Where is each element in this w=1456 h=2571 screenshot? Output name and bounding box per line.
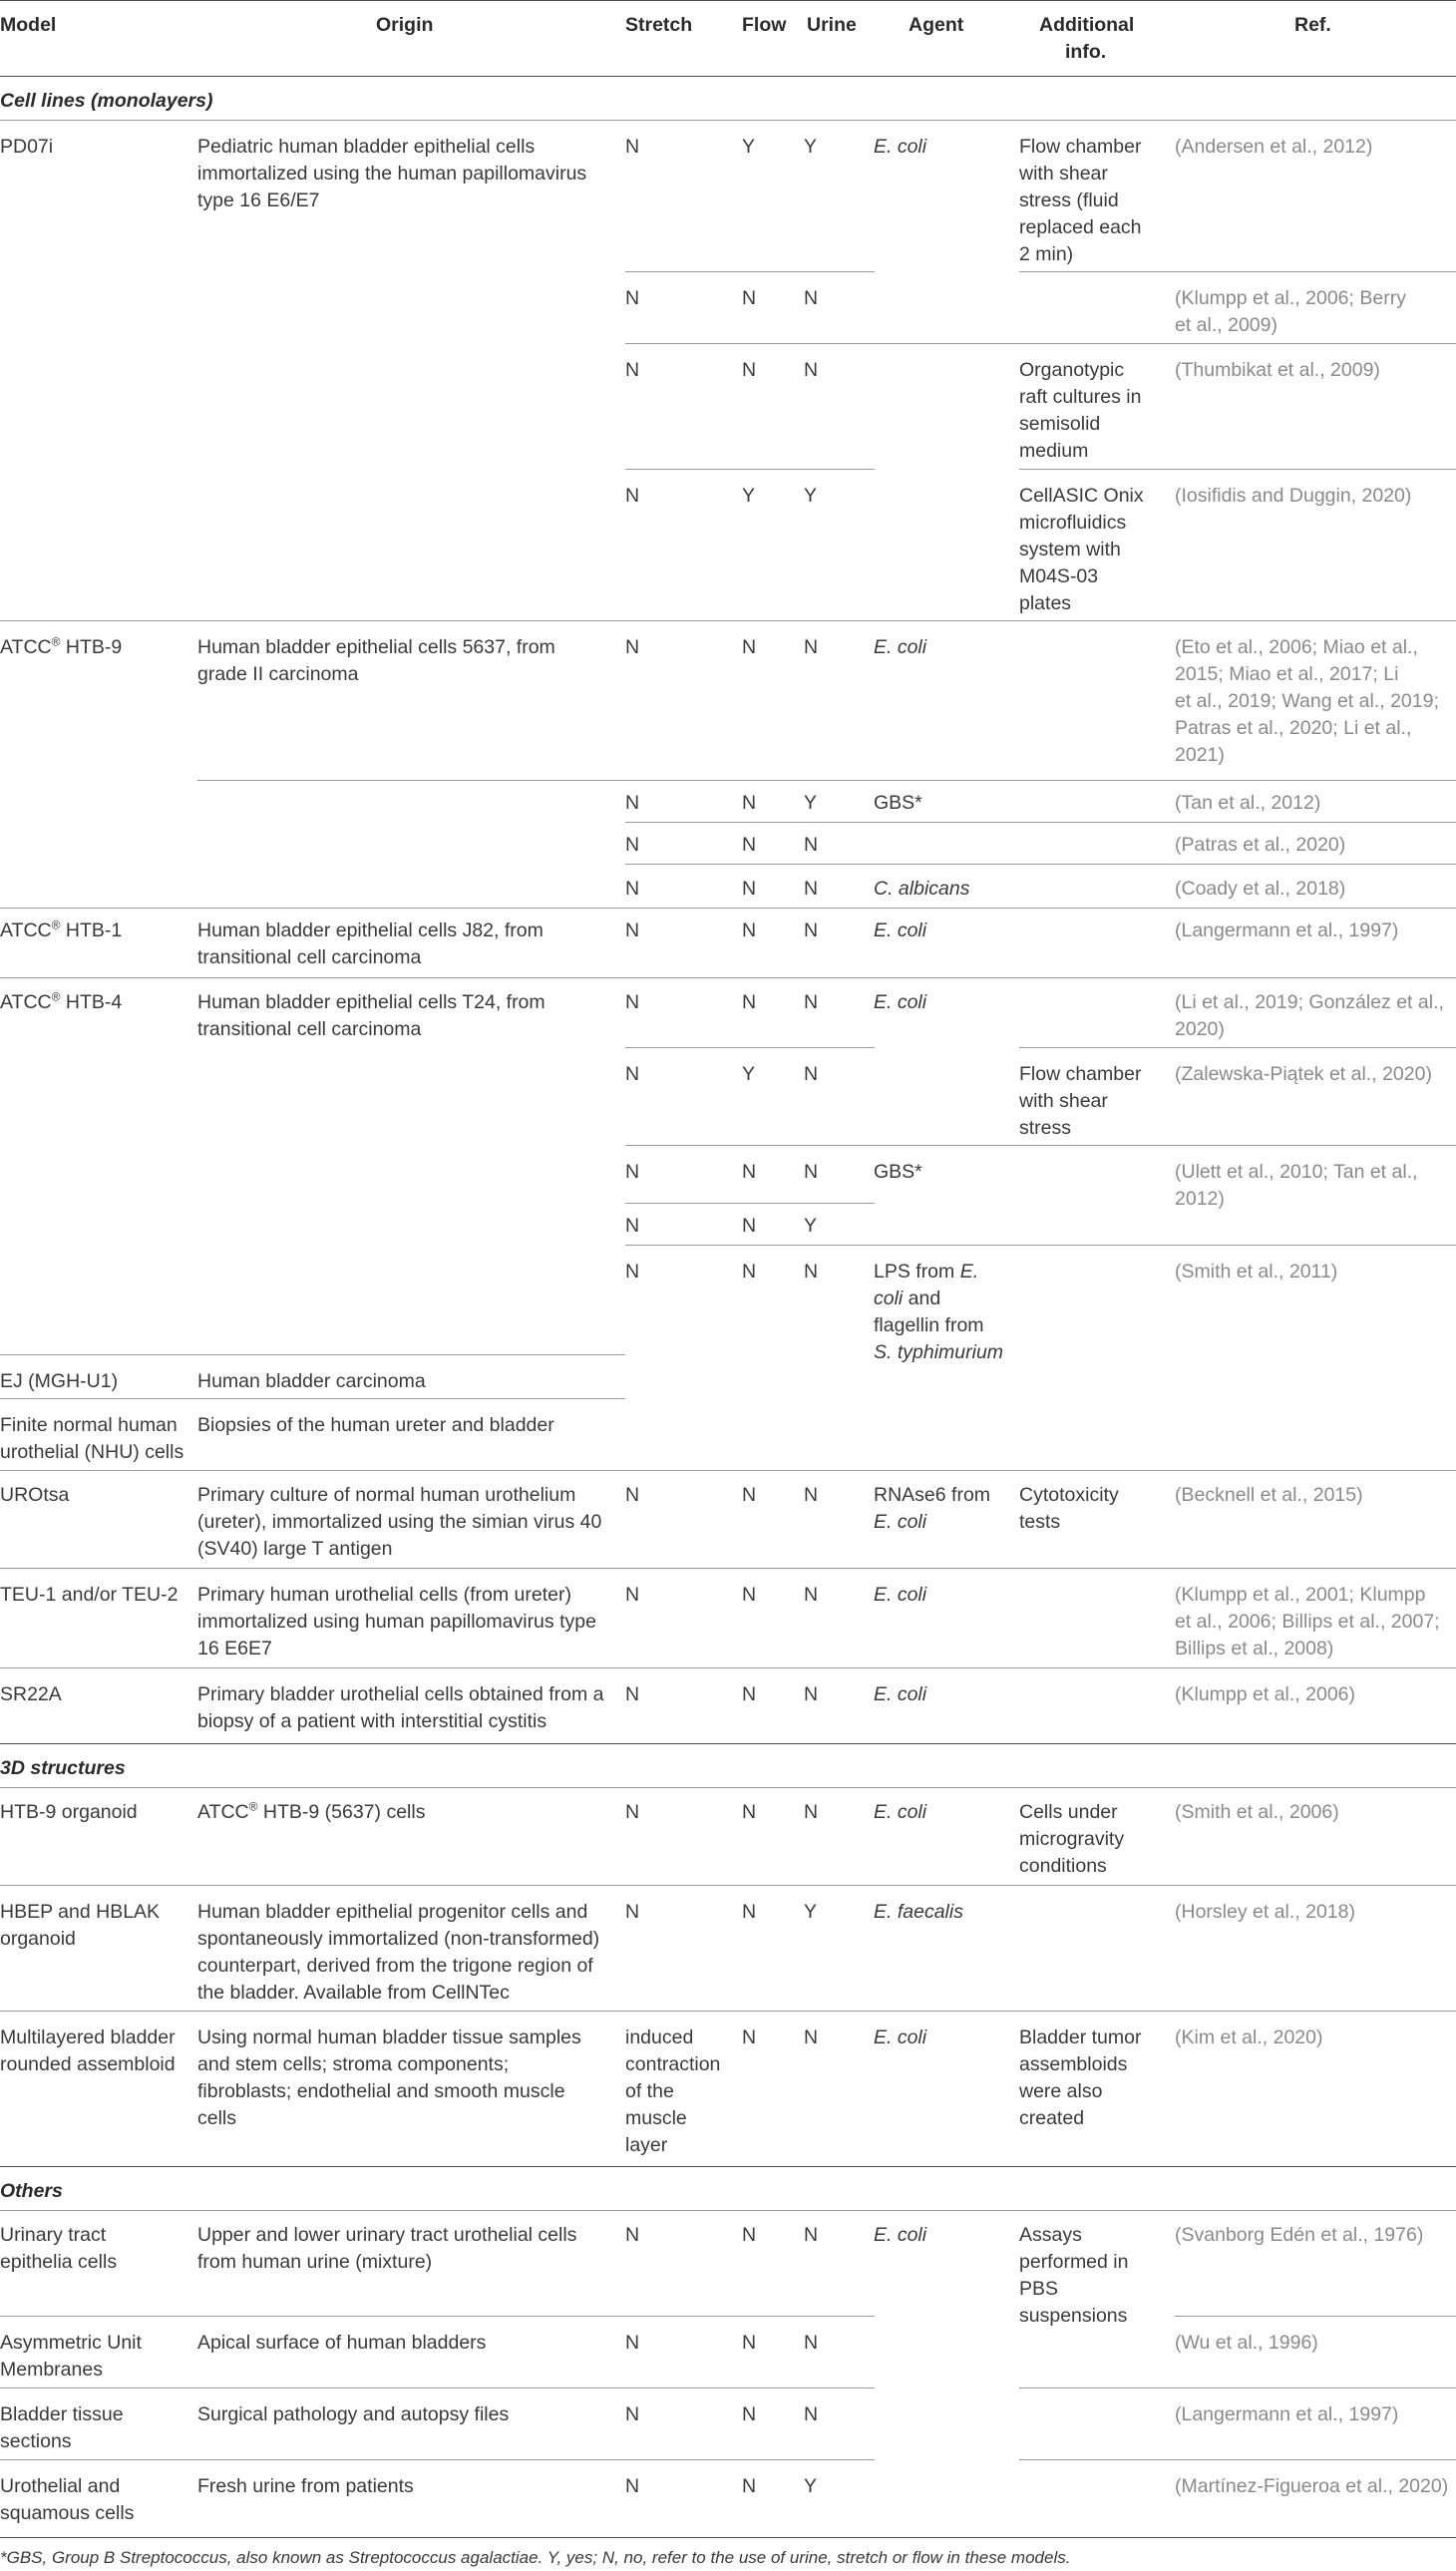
flow-value: N xyxy=(742,1484,757,1506)
row-rule xyxy=(0,2459,875,2460)
info-value: Flow chamber with shear stress xyxy=(1019,1063,1142,1139)
header-additional-line2: info. xyxy=(1065,41,1107,63)
ref-value: (Andersen et al., 2012) xyxy=(1175,136,1373,158)
info-value: Bladder tumor assembloids were also created xyxy=(1019,2026,1142,2129)
flow-value: N xyxy=(742,1161,757,1183)
ref-value: (Svanborg Edén et al., 1976) xyxy=(1175,2224,1424,2246)
origin-htb1: Human bladder epithelial cells J82, from transitional cell carcinoma xyxy=(197,919,544,968)
stretch-value: N xyxy=(625,2475,640,2497)
ref-value: (Klumpp et al., 2006) xyxy=(1175,1683,1356,1705)
stretch-value: N xyxy=(625,1215,640,1237)
stretch-value: N xyxy=(625,287,640,309)
flow-value: N xyxy=(742,1215,757,1237)
flow-value: N xyxy=(742,2026,757,2048)
agent-value: GBS* xyxy=(874,792,922,814)
row-rule xyxy=(0,908,1456,909)
urine-value: Y xyxy=(804,136,818,158)
agent-value: E. coli xyxy=(874,1801,927,1823)
origin-urothelial-squamous: Fresh urine from patients xyxy=(197,2475,414,2497)
ref-value: (Zalewska-Piątek et al., 2020) xyxy=(1175,1063,1432,1085)
ref-value: (Martínez-Figueroa et al., 2020) xyxy=(1175,2475,1449,2497)
header-urine: Urine xyxy=(807,14,857,36)
stretch-value: N xyxy=(625,2332,640,2354)
stretch-value: N xyxy=(625,636,640,658)
model-urotsa: UROtsa xyxy=(0,1484,70,1506)
model-tissue-sections: Bladder tissue sections xyxy=(0,2403,124,2452)
model-aum: Asymmetric Unit Membranes xyxy=(0,2332,142,2381)
ref-value: (Tan et al., 2012) xyxy=(1175,792,1321,814)
flow-value: N xyxy=(742,878,757,900)
row-rule xyxy=(1019,271,1456,272)
ref-value: (Iosifidis and Duggin, 2020) xyxy=(1175,485,1412,507)
header-ref: Ref. xyxy=(1294,14,1331,36)
urine-value: Y xyxy=(804,792,818,814)
agent-value: E. coli xyxy=(874,136,927,158)
ref-value: (Horsley et al., 2018) xyxy=(1175,1901,1355,1923)
origin-pd07i: Pediatric human bladder epithelial cells immortalized using the human papillomavirus type 16 E6/E7 xyxy=(197,136,587,211)
agent-value: RNAse6 from E. coli xyxy=(874,1484,991,1533)
urine-value: N xyxy=(804,1584,819,1606)
ref-value: (Ulett et al., 2010; Tan et al., 2012) xyxy=(1175,1161,1418,1210)
stretch-value: N xyxy=(625,878,640,900)
model-sr22a: SR22A xyxy=(0,1683,62,1705)
flow-value: N xyxy=(742,1683,757,1705)
urine-value: N xyxy=(804,991,819,1013)
section-others: Others xyxy=(0,2180,63,2202)
agent-value: E. coli xyxy=(874,991,927,1013)
origin-ej: Human bladder carcinoma xyxy=(197,1370,426,1392)
ref-value: (Wu et al., 1996) xyxy=(1175,2332,1318,2354)
agent-value: C. albicans xyxy=(874,878,970,900)
ref-value: (Patras et al., 2020) xyxy=(1175,834,1346,856)
bottom-rule xyxy=(0,2537,1456,2538)
header-origin: Origin xyxy=(376,14,434,36)
origin-urinary-tract: Upper and lower urinary tract urothelial cells from human urine (mixture) xyxy=(197,2224,577,2273)
model-hbep: HBEP and HBLAK organoid xyxy=(0,1901,161,1950)
info-value: Flow chamber with shear stress (fluid replaced each 2 min) xyxy=(1019,136,1142,265)
urine-value: Y xyxy=(804,1901,818,1923)
flow-value: Y xyxy=(742,1063,756,1085)
urine-value: N xyxy=(804,878,819,900)
stretch-value: N xyxy=(625,834,640,856)
stretch-value: N xyxy=(625,359,640,381)
urine-value: N xyxy=(804,834,819,856)
urine-value: Y xyxy=(804,485,818,507)
flow-value: N xyxy=(742,834,757,856)
origin-assembloid: Using normal human bladder tissue samples and stem cells; stroma components; fibroblasts; endothelial and smooth muscle cells xyxy=(197,2026,581,2129)
origin-aum: Apical surface of human bladders xyxy=(197,2332,487,2354)
stretch-value: induced contraction of the muscle layer xyxy=(625,2026,721,2156)
stretch-value: N xyxy=(625,792,640,814)
info-value: Assays performed in PBS suspensions xyxy=(1019,2224,1129,2327)
row-rule xyxy=(1019,469,1456,470)
agent-value: E. coli xyxy=(874,2026,927,2048)
origin-teu: Primary human urothelial cells (from ureter) immortalized using human papillomavirus type 16 E6E7 xyxy=(197,1584,596,1659)
stretch-value: N xyxy=(625,485,640,507)
agent-value: LPS from E. coli and flagellin from S. typhimurium xyxy=(874,1261,1004,1363)
model-urothelial-squamous: Urothelial and squamous cells xyxy=(0,2475,135,2524)
model-ej: EJ (MGH-U1) xyxy=(0,1370,119,1392)
flow-value: N xyxy=(742,1261,757,1283)
row-rule xyxy=(0,1398,625,1399)
ref-value: (Kim et al., 2020) xyxy=(1175,2026,1323,2048)
row-rule xyxy=(0,1470,1456,1471)
row-rule xyxy=(0,620,1456,621)
urine-value: N xyxy=(804,2224,819,2246)
urine-value: N xyxy=(804,1484,819,1506)
urine-value: N xyxy=(804,636,819,658)
origin-tissue-sections: Surgical pathology and autopsy files xyxy=(197,2403,510,2425)
header-model: Model xyxy=(0,14,57,36)
ref-value: (Smith et al., 2006) xyxy=(1175,1801,1339,1823)
flow-value: N xyxy=(742,792,757,814)
stretch-value: N xyxy=(625,1161,640,1183)
model-nhu: Finite normal human urothelial (NHU) cells xyxy=(0,1414,184,1463)
row-rule xyxy=(625,343,1456,344)
row-rule xyxy=(1019,1047,1456,1048)
model-htb4: ATCC® HTB-4 xyxy=(0,989,123,1013)
agent-value: E. faecalis xyxy=(874,1901,963,1923)
row-rule xyxy=(625,1203,875,1204)
header-rule xyxy=(0,76,1456,77)
urine-value: N xyxy=(804,287,819,309)
stretch-value: N xyxy=(625,136,640,158)
flow-value: N xyxy=(742,359,757,381)
stretch-value: N xyxy=(625,1261,640,1283)
urine-value: N xyxy=(804,1683,819,1705)
row-rule xyxy=(1019,2459,1456,2460)
stretch-value: N xyxy=(625,1683,640,1705)
urine-value: N xyxy=(804,2403,819,2425)
flow-value: N xyxy=(742,991,757,1013)
urine-value: N xyxy=(804,1261,819,1283)
flow-value: N xyxy=(742,2224,757,2246)
model-pd07i: PD07i xyxy=(0,136,54,158)
row-rule xyxy=(625,864,1456,865)
stretch-value: N xyxy=(625,1901,640,1923)
agent-value: E. coli xyxy=(874,1683,927,1705)
agent-value: E. coli xyxy=(874,636,927,658)
top-rule xyxy=(0,0,1456,1)
flow-value: N xyxy=(742,919,757,941)
origin-htb9: Human bladder epithelial cells 5637, from grade II carcinoma xyxy=(197,636,555,685)
section-rule xyxy=(0,120,1456,121)
model-htb9-organoid: HTB-9 organoid xyxy=(0,1801,138,1823)
model-teu: TEU-1 and/or TEU-2 xyxy=(0,1584,179,1606)
row-rule xyxy=(1175,2316,1456,2317)
row-rule xyxy=(625,1245,1456,1246)
row-rule xyxy=(0,977,1456,978)
flow-value: Y xyxy=(742,485,756,507)
row-rule xyxy=(0,2387,875,2388)
agent-value: GBS* xyxy=(874,1161,922,1183)
flow-value: N xyxy=(742,2332,757,2354)
ref-value: (Thumbikat et al., 2009) xyxy=(1175,359,1380,381)
section-rule xyxy=(0,2210,1456,2211)
stretch-value: N xyxy=(625,2224,640,2246)
origin-sr22a: Primary bladder urothelial cells obtained from a biopsy of a patient with interstitial cystitis xyxy=(197,1683,604,1732)
flow-value: N xyxy=(742,1901,757,1923)
flow-value: N xyxy=(742,2403,757,2425)
flow-value: N xyxy=(742,1584,757,1606)
urine-value: N xyxy=(804,2026,819,2048)
ref-value: (Becknell et al., 2015) xyxy=(1175,1484,1363,1506)
stretch-value: N xyxy=(625,991,640,1013)
ref-value: (Klumpp et al., 2001; Klumpp et al., 2006; Billips et al., 2007; Billips et al., 2008) xyxy=(1175,1584,1440,1659)
urine-value: N xyxy=(804,359,819,381)
row-rule xyxy=(0,1354,625,1355)
agent-value: E. coli xyxy=(874,2224,927,2246)
row-rule xyxy=(0,2316,875,2317)
ref-value: (Klumpp et al., 2006; Berry et al., 2009) xyxy=(1175,287,1406,336)
stretch-value: N xyxy=(625,1484,640,1506)
row-rule xyxy=(625,469,875,470)
ref-value: (Eto et al., 2006; Miao et al., 2015; Miao et al., 2017; Li et al., 2019; Wang et al., 2019; Patras et al., 2020; Li et al., 2021) xyxy=(1175,636,1439,766)
stretch-value: N xyxy=(625,2403,640,2425)
flow-value: Y xyxy=(742,136,756,158)
origin-htb4: Human bladder epithelial cells T24, from transitional cell carcinoma xyxy=(197,991,546,1040)
ref-value: (Smith et al., 2011) xyxy=(1175,1261,1338,1283)
ref-value: (Li et al., 2019; González et al., 2020) xyxy=(1175,991,1444,1040)
flow-value: N xyxy=(742,2475,757,2497)
ref-value: (Langermann et al., 1997) xyxy=(1175,2403,1399,2425)
stretch-value: N xyxy=(625,1063,640,1085)
urine-value: N xyxy=(804,1161,819,1183)
section-rule xyxy=(0,1743,1456,1744)
model-htb9: ATCC® HTB-9 xyxy=(0,634,123,658)
agent-value: E. coli xyxy=(874,1584,927,1606)
info-value: CellASIC Onix microfluidics system with M04S-03 plates xyxy=(1019,485,1144,614)
row-rule xyxy=(0,1885,1456,1886)
header-stretch: Stretch xyxy=(625,14,693,36)
agent-value: E. coli xyxy=(874,919,927,941)
flow-value: N xyxy=(742,636,757,658)
info-value: Cells under microgravity conditions xyxy=(1019,1801,1125,1877)
section-rule xyxy=(0,2166,1456,2167)
model-urinary-tract: Urinary tract epithelia cells xyxy=(0,2224,118,2273)
row-rule xyxy=(0,1667,1456,1668)
section-cell-lines: Cell lines (monolayers) xyxy=(0,90,213,112)
row-rule xyxy=(625,271,875,272)
row-rule xyxy=(625,1047,875,1048)
row-rule xyxy=(0,1568,1456,1569)
origin-urotsa: Primary culture of normal human urothelium (ureter), immortalized using the simian virus 40 (SV40) large T antigen xyxy=(197,1484,602,1560)
model-assembloid: Multilayered bladder rounded assembloid xyxy=(0,2026,176,2075)
urine-value: N xyxy=(804,919,819,941)
origin-htb9-organoid: ATCC® HTB-9 (5637) cells xyxy=(197,1799,426,1823)
stretch-value: N xyxy=(625,1584,640,1606)
ref-value: (Coady et al., 2018) xyxy=(1175,878,1346,900)
row-rule xyxy=(1019,2387,1456,2388)
flow-value: N xyxy=(742,287,757,309)
urine-value: N xyxy=(804,1801,819,1823)
header-flow: Flow xyxy=(742,14,787,36)
urine-value: N xyxy=(804,1063,819,1085)
row-rule xyxy=(197,780,1456,781)
stretch-value: N xyxy=(625,919,640,941)
urine-value: Y xyxy=(804,1215,818,1237)
header-additional-line1: Additional xyxy=(1039,14,1135,36)
info-value: Organotypic raft cultures in semisolid medium xyxy=(1019,359,1142,462)
model-htb1: ATCC® HTB-1 xyxy=(0,918,123,941)
row-rule xyxy=(625,822,1456,823)
stretch-value: N xyxy=(625,1801,640,1823)
urine-value: N xyxy=(804,2332,819,2354)
origin-nhu: Biopsies of the human ureter and bladder xyxy=(197,1414,554,1436)
ref-value: (Langermann et al., 1997) xyxy=(1175,919,1399,941)
info-value: Cytotoxicity tests xyxy=(1019,1484,1119,1533)
section-rule xyxy=(0,1787,1456,1788)
section-3d-structures: 3D structures xyxy=(0,1757,126,1779)
row-rule xyxy=(0,2011,1456,2012)
urine-value: Y xyxy=(804,2475,818,2497)
footnote: *GBS, Group B Streptococcus, also known as Streptococcus agalactiae. Y, yes; N, no, refer to the use of urine, stretch or flow in these models. xyxy=(0,2548,1071,2567)
flow-value: N xyxy=(742,1801,757,1823)
row-rule xyxy=(625,1145,1456,1146)
header-agent: Agent xyxy=(909,14,964,36)
origin-hbep: Human bladder epithelial progenitor cells and spontaneously immortalized (non-transformed) counterpart, derived from the trigone region of the bladder. Available from CellNTec xyxy=(197,1901,600,2004)
